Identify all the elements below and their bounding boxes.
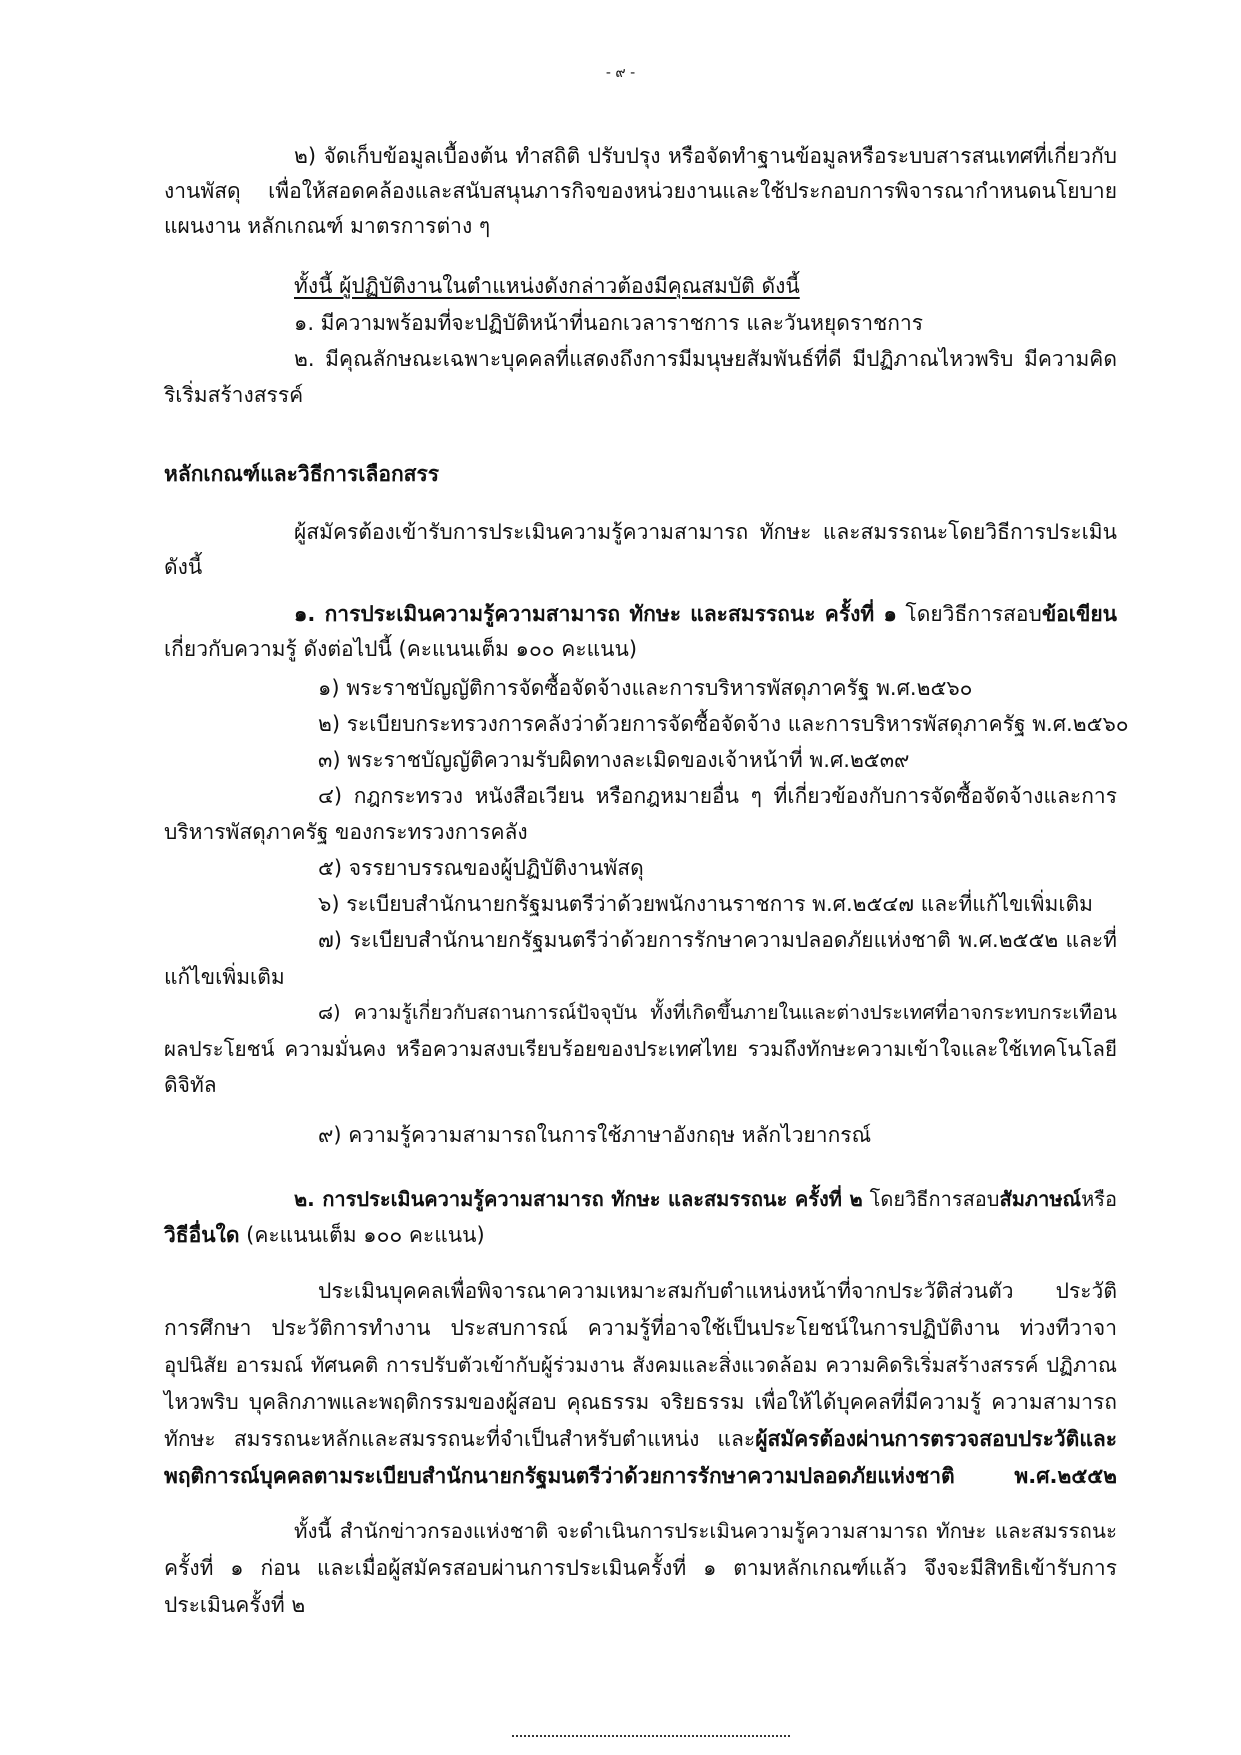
round-2-title bbox=[294, 1184, 1117, 1214]
round-1-item-8-line-1: ๘) ความรู้เกี่ยวกับสถานการณ์ปัจจุบัน ทั้งที่เกิดขึ้นภายในและต่างประเทศที่อาจกระทบกระเทือน bbox=[318, 1001, 1117, 1024]
qualification-2-line-2: ริเริ่มสร้างสรรค์ bbox=[164, 383, 304, 407]
round-2-title-or: หรือ bbox=[1081, 1187, 1117, 1211]
round-2-title-line-2 bbox=[164, 1220, 485, 1250]
round-1-item-4-line-1: ๔) กฎกระทรวง หนังสือเวียน หรือกฎหมายอื่น ๆ ที่เกี่ยวข้องกับการจัดซื้อจัดจ้างและการ bbox=[318, 784, 1117, 808]
end-dotted-line bbox=[512, 1735, 790, 1737]
selection-heading: หลักเกณฑ์และวิธีการเลือกสรร bbox=[164, 462, 440, 486]
duty-item-2-line-3: แผนงาน หลักเกณฑ์ มาตรการต่าง ๆ bbox=[164, 214, 491, 238]
round-1-item-2: ๒) ระเบียบกระทรวงการคลังว่าด้วยการจัดซื้อจัดจ้าง และการบริหารพัสดุภาครัฐ พ.ศ.๒๕๖๐ bbox=[318, 712, 1129, 736]
round-1-item-9: ๙) ความรู้ความสามารถในการใช้ภาษาอังกฤษ หลักไวยากรณ์ bbox=[318, 1123, 872, 1147]
round-1-title bbox=[294, 599, 1117, 629]
round-2-desc-line-4: ไหวพริบ บุคลิกภาพและพฤติกรรมของผู้สอบ คุณธรรม จริยธรรม เพื่อให้ได้บุคคลที่มีความรู้ ความสามารถ bbox=[164, 1390, 1117, 1414]
page-number: - ๙ - bbox=[605, 65, 636, 81]
round-2-desc-line-5-bold: ผู้สมัครต้องผ่านการตรวจสอบประวัติและ bbox=[755, 1427, 1117, 1451]
round-2-title-bold: ๒. การประเมินความรู้ความสามารถ ทักษะ และสมรรถนะ ครั้งที่ ๒ bbox=[294, 1187, 863, 1211]
qualification-2-line-1: ๒. มีคุณลักษณะเฉพาะบุคคลที่แสดงถึงการมีมนุษยสัมพันธ์ที่ดี มีปฏิภาณไหวพริบ มีความคิด bbox=[294, 347, 1117, 371]
duty-item-2-line-1: ๒) จัดเก็บข้อมูลเบื้องต้น ทำสถิติ ปรับปรุง หรือจัดทำฐานข้อมูลหรือระบบสารสนเทศที่เกี่ยวกับ bbox=[294, 144, 1117, 168]
round-1-item-4-line-2: บริหารพัสดุภาครัฐ ของกระทรวงการคลัง bbox=[164, 820, 528, 844]
round-2-desc-line-3: อุปนิสัย อารมณ์ ทัศนคติ การปรับตัวเข้ากับผู้ร่วมงาน สังคมและสิ่งแวดล้อม ความคิดริเริ่มสร้างสรรค์ ปฏิภาณ bbox=[164, 1353, 1117, 1377]
round-2-desc-line-6: พฤติการณ์บุคคลตามระเบียบสำนักนายกรัฐมนตรีว่าด้วยการรักษาความปลอดภัยแห่งชาติ พ.ศ.๒๕๕๒ bbox=[164, 1464, 1117, 1488]
qualifications-heading: ทั้งนี้ ผู้ปฏิบัติงานในตำแหน่งดังกล่าวต้องมีคุณสมบัติ ดังนี้ bbox=[294, 274, 800, 298]
closing-line-2: ครั้งที่ ๑ ก่อน และเมื่อผู้สมัครสอบผ่านการประเมินครั้งที่ ๑ ตามหลักเกณฑ์แล้ว จึงจะมีสิทธิเข้ารับการ bbox=[164, 1556, 1117, 1580]
closing-line-1: ทั้งนี้ สำนักข่าวกรองแห่งชาติ จะดำเนินการประเมินความรู้ความสามารถ ทักษะ และสมรรถนะ bbox=[294, 1519, 1117, 1543]
round-2-title-interview: สัมภาษณ์ bbox=[999, 1187, 1082, 1211]
round-1-title-written: ข้อเขียน bbox=[1041, 602, 1117, 626]
round-1-item-7-line-2: แก้ไขเพิ่มเติม bbox=[164, 965, 285, 989]
round-2-desc-line-5-plain: ทักษะ สมรรถนะหลักและสมรรถนะที่จำเป็นสำหรับตำแหน่ง และ bbox=[164, 1427, 756, 1451]
round-1-item-3: ๓) พระราชบัญญัติความรับผิดทางละเมิดของเจ้าหน้าที่ พ.ศ.๒๕๓๙ bbox=[318, 748, 910, 772]
round-2-desc-line-5 bbox=[164, 1424, 1117, 1454]
round-1-title-line-2: เกี่ยวกับความรู้ ดังต่อไปนี้ (คะแนนเต็ม ๑๐๐ คะแนน) bbox=[164, 637, 638, 661]
round-2-full-score: (คะแนนเต็ม ๑๐๐ คะแนน) bbox=[239, 1223, 485, 1247]
duty-item-2-line-2: งานพัสดุ เพื่อให้สอดคล้องและสนับสนุนภารกิจของหน่วยงานและใช้ประกอบการพิจารณากำหนดนโยบาย bbox=[164, 179, 1117, 203]
round-1-title-plain: โดยวิธีการสอบ bbox=[896, 602, 1042, 626]
round-2-desc-line-1: ประเมินบุคคลเพื่อพิจารณาความเหมาะสมกับตำแหน่งหน้าที่จากประวัติส่วนตัว ประวัติ bbox=[318, 1279, 1117, 1303]
round-2-other-method: วิธีอื่นใด bbox=[164, 1223, 240, 1247]
round-1-title-bold: ๑. การประเมินความรู้ความสามารถ ทักษะ และสมรรถนะ ครั้งที่ ๑ bbox=[294, 602, 897, 626]
round-1-item-7-line-1: ๗) ระเบียบสำนักนายกรัฐมนตรีว่าด้วยการรักษาความปลอดภัยแห่งชาติ พ.ศ.๒๕๕๒ และที่ bbox=[318, 928, 1117, 952]
closing-line-3: ประเมินครั้งที่ ๒ bbox=[164, 1593, 306, 1617]
round-1-item-8-line-3: ดิจิทัล bbox=[164, 1073, 217, 1097]
selection-intro-line-2: ดังนี้ bbox=[164, 555, 203, 579]
round-2-title-plain: โดยวิธีการสอบ bbox=[862, 1187, 1000, 1211]
round-1-item-8-line-2: ผลประโยชน์ ความมั่นคง หรือความสงบเรียบร้อยของประเทศไทย รวมถึงทักษะความเข้าใจและใช้เทคโนโลยี bbox=[164, 1037, 1117, 1061]
round-1-item-5: ๕) จรรยาบรรณของผู้ปฏิบัติงานพัสดุ bbox=[318, 856, 644, 880]
qualification-1: ๑. มีความพร้อมที่จะปฏิบัติหน้าที่นอกเวลาราชการ และวันหยุดราชการ bbox=[294, 311, 924, 335]
round-2-desc-line-2: การศึกษา ประวัติการทำงาน ประสบการณ์ ความรู้ที่อาจใช้เป็นประโยชน์ในการปฏิบัติงาน ท่วงทีวาจา bbox=[164, 1316, 1117, 1340]
selection-intro-line-1: ผู้สมัครต้องเข้ารับการประเมินความรู้ความสามารถ ทักษะ และสมรรถนะโดยวิธีการประเมิน bbox=[294, 520, 1117, 544]
round-1-item-6: ๖) ระเบียบสำนักนายกรัฐมนตรีว่าด้วยพนักงานราชการ พ.ศ.๒๕๔๗ และที่แก้ไขเพิ่มเติม bbox=[318, 892, 1093, 916]
round-1-item-1: ๑) พระราชบัญญัติการจัดซื้อจัดจ้างและการบริหารพัสดุภาครัฐ พ.ศ.๒๕๖๐ bbox=[318, 676, 973, 700]
